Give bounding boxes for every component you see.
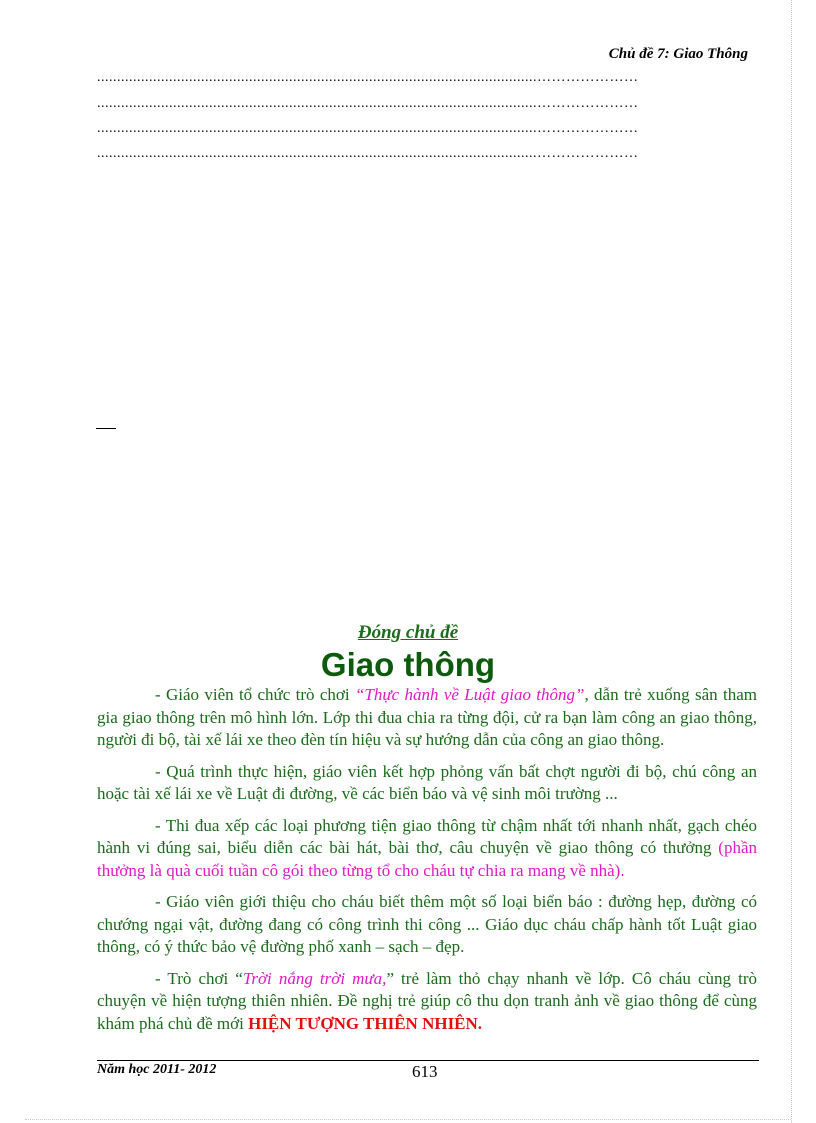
dotted-line: ..............................................................................................................…………………: [97, 146, 639, 161]
text-run: - Thi đua xếp các loại phương tiện giao thông từ chậm nhất tới nhanh nhất, gạch chéo hành vi đúng sai, biểu diễn các bài hát, bài thơ, câu chuyện về giao thông có thưởng: [97, 815, 757, 857]
text-run: , dẫn trẻ xuống sân tham gia giao thông trên mô hình lớn. Lớp thi đua chia ra từng đội, cử ra bạn làm công an giao thông, người đi bộ, tài xế lái xe theo đèn tín hiệu và sự hướng dẫn của công an giao thông.: [97, 685, 757, 749]
game-name: “Thực hành về Luật giao thông”: [354, 685, 585, 704]
paragraph-4: - Giáo viên giới thiệu cho cháu biết thêm một số loại biển báo : đường hẹp, đường có chướng ngại vật, đường đang có công trình thi công ... Giáo dục cháu chấp hành tốt Luật giao thông, có ý thức bảo vệ đường phố xanh – sạch – đẹp.: [97, 892, 757, 956]
game-name: Trời nắng trời mưa,: [242, 968, 387, 988]
text-run: - Trò chơi “: [155, 968, 243, 988]
dotted-line: ..............................................................................................................…………………: [97, 121, 639, 136]
dotted-line: ..............................................................................................................…………………: [97, 96, 639, 111]
running-header: Chủ đề 7: Giao Thông: [608, 46, 748, 62]
paragraph-3: [97, 815, 757, 883]
paragraph-5: [97, 968, 757, 1036]
page-number: 613: [412, 1062, 438, 1081]
next-topic: HIỆN TƯỢNG THIÊN NHIÊN.: [248, 1013, 483, 1033]
dotted-line: ..............................................................................................................…………………: [97, 70, 639, 85]
body-text: [97, 684, 757, 1044]
page-border-bottom: [25, 1119, 791, 1120]
section-title: Giao thông: [320, 646, 496, 683]
paragraph-2: - Quá trình thực hiện, giáo viên kết hợp phỏng vấn bất chợt người đi bộ, chú công an hoặc tài xế lái xe về Luật đi đường, về các biển báo và vệ sinh môi trường ...: [97, 761, 757, 803]
page-border-right: [791, 0, 792, 1123]
short-rule: [96, 428, 116, 429]
text-run: - Giáo viên tổ chức trò chơi: [155, 685, 355, 704]
footer-rule: [97, 1060, 759, 1061]
school-year: Năm học 2011- 2012: [97, 1062, 217, 1077]
text-run: ” trẻ làm thỏ chạy nhanh về lớp. Cô cháu cùng trò chuyện về hiện tượng thiên nhiên. Đề nghị trẻ giúp cô thu dọn tranh ảnh về giao thông để cùng khám phá chủ đề mới: [97, 968, 757, 1033]
section-subtitle: Đóng chủ đề: [357, 622, 459, 643]
paragraph-1: [97, 684, 757, 752]
reward-note: (phần thưởng là quà cuối tuần cô gói theo từng tổ cho cháu tự chia ra mang về nhà).: [97, 838, 757, 880]
